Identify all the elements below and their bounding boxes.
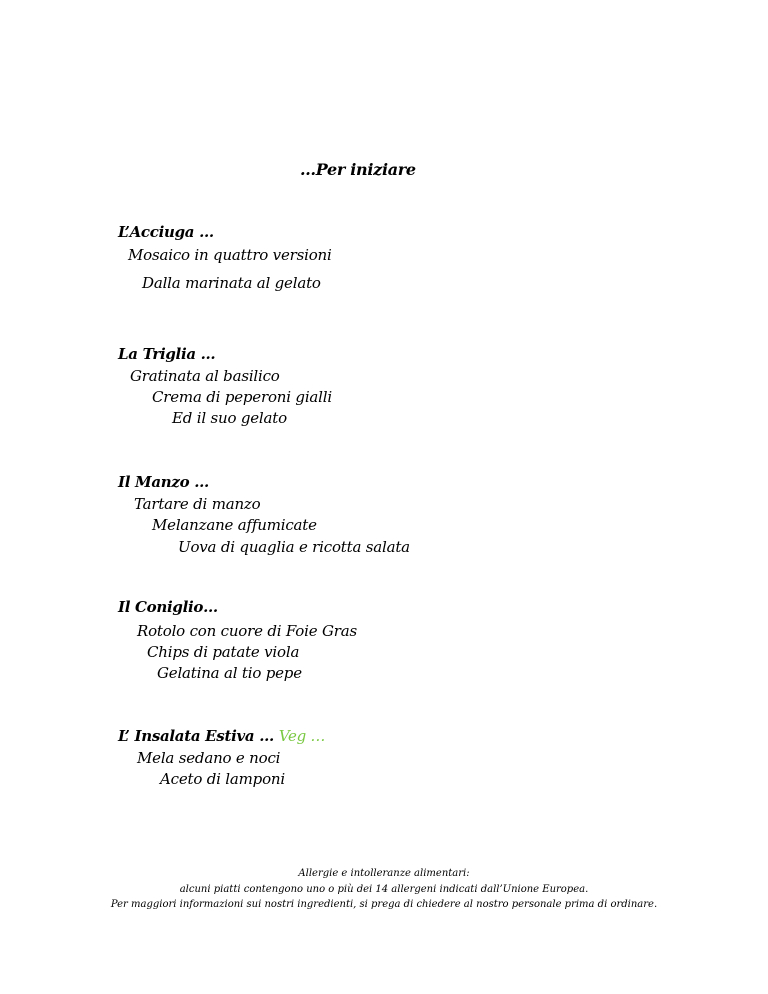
- dish-title-coniglio: Il Coniglio…: [118, 598, 218, 616]
- dish-line: Crema di peperoni gialli: [152, 388, 332, 406]
- dish-line: Melanzane affumicate: [152, 516, 317, 534]
- veg-badge: Veg …: [278, 727, 326, 745]
- allergen-notice-line1: Allergie e intolleranze alimentari:: [298, 868, 470, 879]
- dish-line: Gratinata al basilico: [130, 367, 280, 385]
- dish-line: Uova di quaglia e ricotta salata: [178, 538, 410, 556]
- dish-line: Dalla marinata al gelato: [142, 274, 321, 292]
- section-title: …Per iniziare: [300, 160, 416, 179]
- dish-line: Ed il suo gelato: [172, 409, 287, 427]
- dish-line: Chips di patate viola: [147, 643, 300, 661]
- dish-title-acciuga: L’Acciuga …: [118, 223, 214, 241]
- dish-line: Aceto di lamponi: [160, 770, 285, 788]
- dish-title-manzo: Il Manzo …: [118, 473, 209, 491]
- dish-title-triglia: La Triglia …: [118, 345, 216, 363]
- dish-line: Tartare di manzo: [134, 495, 261, 513]
- allergen-notice-line2: alcuni piatti contengono uno o più dei 14 allergeni indicati dall’Unione Europea.: [179, 884, 589, 895]
- dish-title-insalata: [118, 727, 325, 745]
- dish-line: Mosaico in quattro versioni: [128, 246, 332, 264]
- dish-line: Gelatina al tio pepe: [157, 664, 302, 682]
- allergen-notice-line3: Per maggiori informazioni sui nostri ingredienti, si prega di chiedere al nostro personale prima di ordinare.: [110, 899, 658, 910]
- dish-line: Rotolo con cuore di Foie Gras: [137, 622, 357, 640]
- dish-title-text: L’ Insalata Estiva …: [118, 727, 274, 745]
- dish-line: Mela sedano e noci: [137, 749, 281, 767]
